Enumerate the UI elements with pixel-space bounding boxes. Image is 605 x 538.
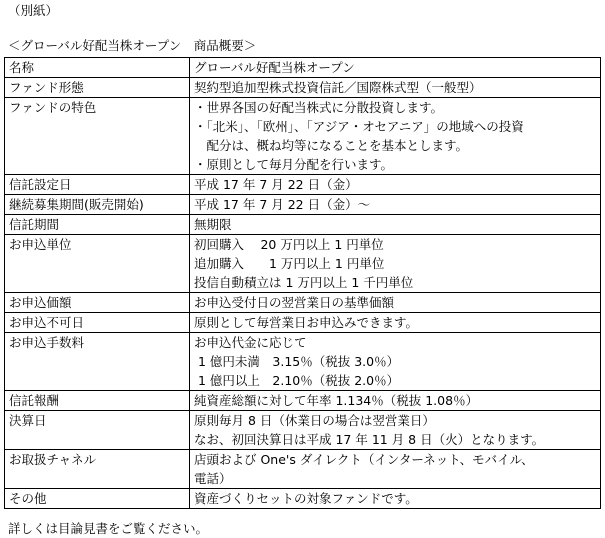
table-row — [5, 333, 601, 391]
table-row — [5, 78, 601, 98]
table-row — [5, 98, 601, 175]
value-line: 平成 17 年 7 月 22 日（金）～ — [194, 197, 371, 212]
row-value — [190, 78, 601, 98]
row-value — [190, 489, 601, 509]
document-heading: ＜グローバル好配当株オープン 商品概要＞ — [8, 38, 257, 53]
row-key: 信託設定日 — [5, 175, 190, 195]
row-value — [190, 175, 601, 195]
table-row — [5, 235, 601, 293]
value-line: 1 億円以上 2.10％（税抜 2.0％） — [194, 373, 400, 388]
row-key: お申込手数料 — [5, 333, 190, 391]
table-row — [5, 175, 601, 195]
row-value — [190, 450, 601, 489]
row-key: ファンドの特色 — [5, 98, 190, 175]
value-line: 店頭および One's ダイレクト（インターネット、モバイル、 — [194, 452, 534, 467]
table-row — [5, 411, 601, 450]
row-value — [190, 215, 601, 235]
value-line: なお、初回決算日は平成 17 年 11 月 8 日（火）となります。 — [194, 432, 545, 447]
value-line: 契約型追加型株式投資信託／国際株式型（一般型） — [194, 80, 482, 95]
value-line: 資産づくりセットの対象ファンドです。 — [194, 491, 418, 506]
row-value — [190, 293, 601, 313]
value-line: ・「北米」、「欧州」、「アジア・オセアニア」の地域への投資 — [194, 119, 524, 134]
row-value — [190, 313, 601, 333]
table-row — [5, 391, 601, 411]
row-value — [190, 58, 601, 78]
row-value — [190, 411, 601, 450]
table-row — [5, 450, 601, 489]
product-summary-table — [4, 57, 601, 509]
table-row — [5, 195, 601, 215]
value-line: 初回購入 20 万円以上 1 円単位 — [194, 237, 384, 252]
table-row — [5, 293, 601, 313]
value-line: 原則として毎営業日お申込みできます。 — [194, 315, 419, 330]
value-line: ・原則として毎月分配を行います。 — [194, 157, 394, 172]
value-line: ・世界各国の好配当株式に分散投資します。 — [194, 100, 444, 115]
row-key: その他 — [5, 489, 190, 509]
table-row — [5, 313, 601, 333]
annex-label: （別紙） — [8, 3, 59, 18]
row-key: 決算日 — [5, 411, 190, 450]
value-line: お申込受付日の翌営業日の基準価額 — [194, 295, 395, 310]
table-row — [5, 58, 601, 78]
row-value — [190, 98, 601, 175]
row-value — [190, 195, 601, 215]
row-key: ファンド形態 — [5, 78, 190, 98]
value-line: 原則毎月 8 日（休業日の場合は翌営業日） — [194, 413, 435, 428]
value-line: 1 億円未満 3.15％（税抜 3.0％） — [194, 354, 400, 369]
row-key: お申込単位 — [5, 235, 190, 293]
value-line: 平成 17 年 7 月 22 日（金） — [194, 177, 358, 192]
value-line: 投信自動積立は 1 万円以上 1 千円単位 — [194, 275, 414, 290]
row-key: お申込価額 — [5, 293, 190, 313]
table-row — [5, 489, 601, 509]
value-line: 追加購入 1 万円以上 1 円単位 — [194, 256, 385, 271]
row-value — [190, 333, 601, 391]
table-row — [5, 215, 601, 235]
row-key: お申込不可日 — [5, 313, 190, 333]
row-value — [190, 235, 601, 293]
row-key: 信託報酬 — [5, 391, 190, 411]
value-line: 電話） — [194, 471, 232, 486]
row-key: 継続募集期間(販売開始) — [5, 195, 190, 215]
footer-note: 詳しくは目論見書をご覧ください。 — [8, 521, 209, 536]
row-key: 名称 — [5, 58, 190, 78]
row-value — [190, 391, 601, 411]
value-line: 純資産総額に対して年率 1.134％（税抜 1.08％） — [194, 393, 479, 408]
row-key: 信託期間 — [5, 215, 190, 235]
value-line: 配分は、概ね均等になることを基本とします。 — [194, 138, 469, 153]
value-line: お申込代金に応じて — [194, 335, 307, 350]
value-line: グローバル好配当株オープン — [194, 60, 355, 75]
row-key: お取扱チャネル — [5, 450, 190, 489]
value-line: 無期限 — [194, 217, 232, 232]
